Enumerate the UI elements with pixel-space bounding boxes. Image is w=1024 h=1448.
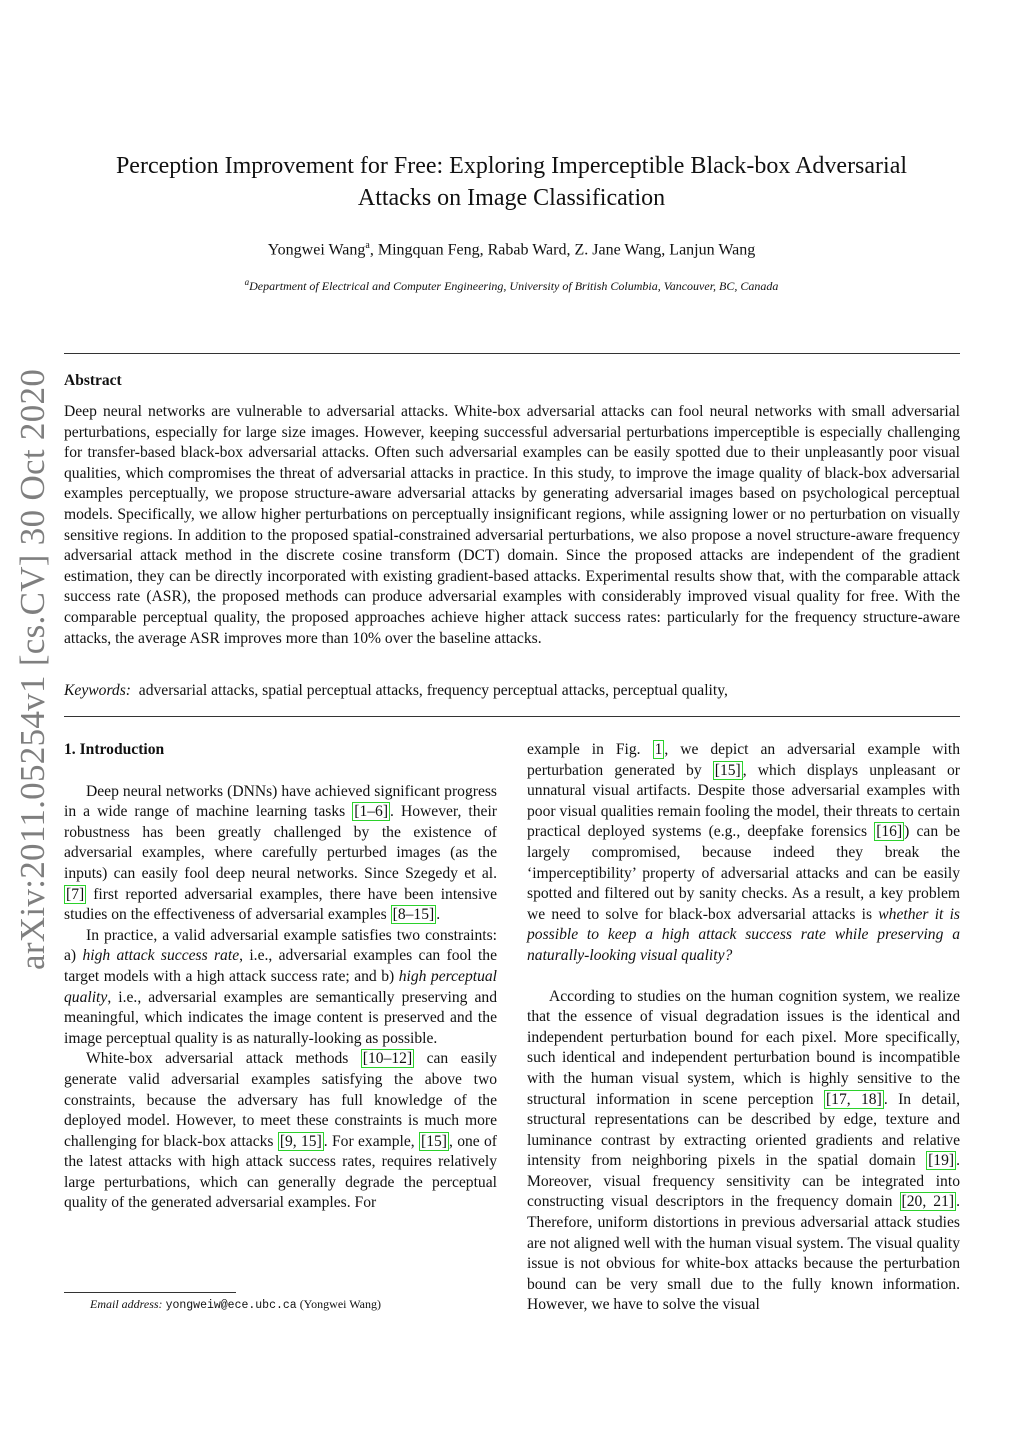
text-run: , we depict an adversarial example with perturbation generated by — [527, 741, 960, 779]
citation-link[interactable]: [10–12] — [362, 1050, 413, 1068]
text-run: . However, their robustness has been greatly challenged by the existence of adversarial examples, where carefully perturbed images (as the inputs) can easily fool deep neural networks. Since Szegedy et al. — [64, 803, 497, 882]
text-run: . In detail, structural representations can be described by edge, texture and luminance contrast by extracting oriented gradients and relative intensity from neighboring pixels in the spatial domain — [527, 1090, 960, 1170]
citation-link[interactable]: [9, 15] — [279, 1132, 322, 1150]
left-column — [64, 740, 497, 1214]
citation-link[interactable]: [1–6] — [354, 803, 389, 821]
text-run: White-box adversarial attack methods — [86, 1050, 361, 1068]
authors — [64, 240, 959, 259]
title-line-2: Attacks on Image Classification — [357, 185, 666, 211]
text-run: . — [436, 906, 441, 924]
text-run: , which displays unpleasant or unnatural visual artifacts. Despite those adversarial examples with poor visual qualities remain fooling the model, their threats to certain practical deployed systems (e.g., deepfake forensics — [527, 761, 960, 841]
footnote-divider — [64, 1292, 236, 1293]
continued-paragraph — [527, 740, 960, 967]
footnote — [90, 1297, 381, 1312]
emphasis: high perceptual quality — [64, 967, 498, 1006]
keywords — [64, 682, 960, 700]
text-run: . Moreover, visual frequency sensitivity can be integrated into constructing visual descriptors in the frequency domain — [527, 1152, 960, 1211]
authors-rest: , Mingquan Feng, Rabab Ward, Z. Jane Wang, Lanjun Wang — [369, 241, 756, 259]
intro-paragraph-2 — [64, 926, 497, 1050]
abstract-body: Deep neural networks are vulnerable to adversarial attacks. White-box adversarial attacks can fool neural networks with small adversarial perturbations, especially for large size images. However, keeping successful adversarial perturbations imperceptible is especially challenging for transfer-based black-box adversarial attacks. Often such adversarial examples can be easily spotted due to their unpleasantly poor visual qualities, which compromises the threat of adversarial attacks in practice. In this study, to improve the image quality of black-box adversarial examples perceptually, we propose structure-aware adversarial attacks by generating adversarial images based on psychological perceptual models. Specifically, we allow higher perturbations on perceptually insignificant regions, while assigning lower or no perturbation on visually sensitive regions. In addition to the proposed spatial-constrained adversarial perturbations, we also propose a novel structure-aware frequency adversarial attack method in the discrete cosine transform (DCT) domain. Since the proposed attacks are independent of the gradient estimation, they can be directly incorporated with existing gradient-based attacks. Experimental results show that, with the comparable attack success rate (ASR), the proposed methods can produce adversarial examples with considerably improved visual quality for free. With the comparable perceptual quality, the proposed approaches achieve higher attack success rates: particularly for the frequency structure-aware attacks, the average ASR improves more than 10% over the baseline attacks. — [64, 403, 960, 647]
text-run: . For example, — [323, 1132, 419, 1150]
citation-link[interactable]: [17, 18] — [825, 1090, 882, 1108]
text-run: According to studies on the human cognition system, we realize that the essence of visual degradation issues is the identical and independent perturbation bound for each pixel. More specifically, such identical and independent perturbation bound is incompatible with the human visual system, which is highly sensitive to the structural information in scene perception — [527, 987, 960, 1108]
text-run: Deep neural networks (DNNs) have achieved significant progress in a wide range of machine learning tasks — [64, 782, 497, 821]
top-divider — [64, 353, 960, 354]
text-run: example in Fig. — [527, 741, 653, 758]
text-run: In practice, a valid adversarial example satisfies two constraints: a) — [64, 926, 497, 965]
section-heading-introduction: 1. Introduction — [64, 741, 165, 758]
keywords-divider — [64, 716, 960, 717]
text-run: , one of the latest attacks with high attack success rates, requires relatively large perturbations, which can generally degrade the perceptual quality of the generated adversarial examples. For — [64, 1132, 498, 1212]
text-run: . Therefore, uniform distortions in previous adversarial attack studies are not aligned well with the human visual system. The visual quality issue is not obvious for white-box attacks because the perturbation bound can be very small due to the fully known information. However, we have to solve the visual — [527, 1193, 960, 1314]
title-line-1: Perception Improvement for Free: Exploring Imperceptible Black-box Adversarial — [115, 153, 908, 179]
right-paragraph-2 — [527, 987, 960, 1317]
emphasis: high attack success rate — [82, 947, 240, 965]
citation-link[interactable]: [19] — [928, 1152, 955, 1170]
text-run: ) can be largely compromised, because indeed they break the ‘imperceptibility’ property of adversarial attacks and can be easily spotted and filtered out by sanity checks. As a result, a key problem we need to solve for black-box adversarial attacks is — [527, 823, 960, 923]
paper-title — [64, 150, 959, 214]
text-run: , i.e., adversarial examples are semantically preserving and meaningful, which indicates the image content is preserved and the image perceptual quality is as naturally-looking as possible. — [64, 988, 497, 1047]
author-first: Yongwei Wang — [267, 241, 366, 259]
citation-link[interactable]: [15] — [714, 761, 741, 779]
keywords-text: adversarial attacks, spatial perceptual attacks, frequency perceptual attacks, perceptual quality, — [138, 682, 728, 699]
text-run: first reported adversarial examples, there have been intensive studies on the effectiveness of adversarial examples — [64, 885, 497, 924]
author-affil-mark: a — [365, 240, 370, 251]
affiliation-text: Department of Electrical and Computer Engineering, University of British Columbia, Vancouver, BC, Canada — [249, 279, 779, 293]
abstract-heading: Abstract — [64, 372, 122, 389]
citation-link[interactable]: [16] — [876, 823, 903, 841]
affiliation-mark: a — [244, 277, 250, 287]
citation-link[interactable]: [20, 21] — [901, 1193, 955, 1211]
right-column — [527, 740, 960, 1316]
citation-link[interactable]: [8–15] — [392, 906, 435, 924]
affiliation — [64, 277, 959, 294]
citation-link[interactable]: [7] — [66, 885, 85, 903]
email-link[interactable]: yongweiw@ece.ubc.ca — [165, 1299, 297, 1312]
footnote-name: (Yongwei Wang) — [299, 1297, 381, 1311]
figure-link[interactable]: 1 — [654, 741, 663, 758]
text-run: , i.e., adversarial examples can fool the target models with a high attack success rate; and b) — [64, 947, 497, 985]
footnote-label: Email address: — [90, 1297, 163, 1311]
intro-paragraph-1 — [64, 782, 497, 926]
text-run: can easily generate valid adversarial examples satisfying the above two constraints, because the adversary has full knowledge of the deployed model. However, to meet these constraints is much more challenging for black-box attacks — [64, 1050, 498, 1150]
emphasis: whether it is possible to keep a high attack success rate while preserving a naturally-looking visual quality? — [527, 905, 960, 964]
intro-paragraph-3 — [64, 1049, 497, 1214]
citation-link[interactable]: [15] — [421, 1132, 447, 1150]
keywords-label: Keywords: — [64, 682, 131, 699]
arxiv-identifier: arXiv:2011.05254v1 [cs.CV] 30 Oct 2020 — [13, 368, 52, 970]
